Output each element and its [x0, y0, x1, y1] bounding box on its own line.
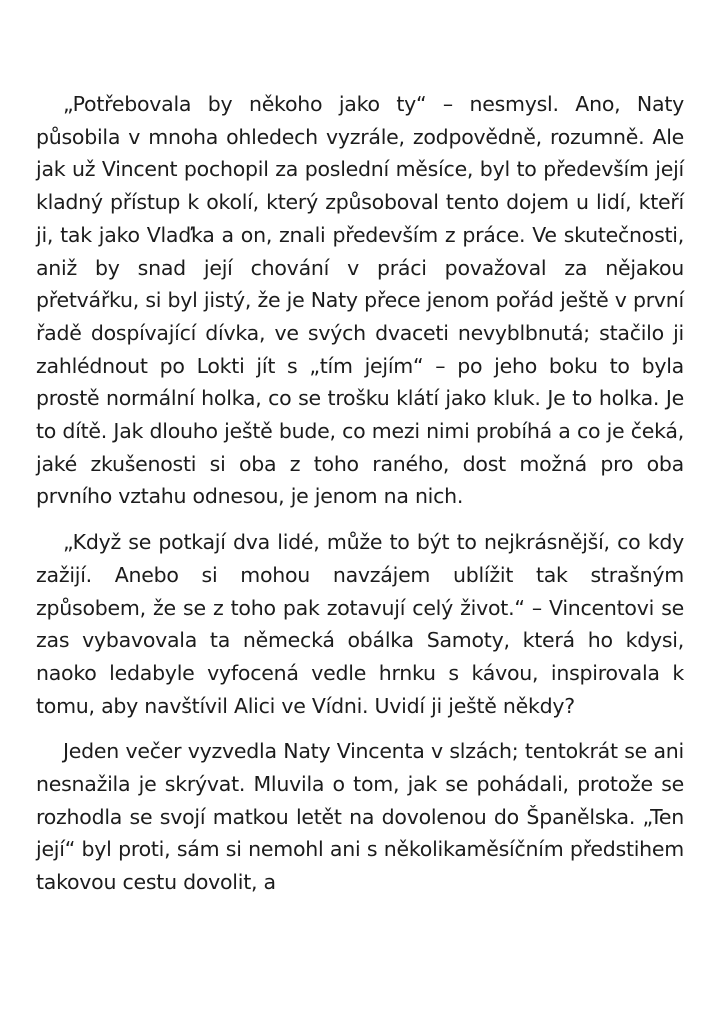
- paragraph-3: Jeden večer vyzvedla Naty Vincenta v slzách; tentokrát se ani nesnažila je skrývat. Mluvila o tom, jak se pohádali, protože se rozhodla se svojí matkou letět na dovolenou do Španělska. „Ten její“ byl proti, sám si nemohl ani s několikaměsíčním předstihem takovou cestu dovolit, a: [36, 739, 684, 895]
- book-page: [36, 88, 684, 899]
- paragraph-1: „Potřebovala by někoho jako ty“ – nesmysl. Ano, Naty působila v mnoha ohledech vyzrále, zodpovědně, rozumně. Ale jak už Vincent pochopil za poslední měsíce, byl to především její kladný přístup k okolí, který způsoboval tento dojem u lidí, kteří ji, tak jako Vlaďka a on, znali především z práce. Ve skutečnosti, aniž by snad její chování v práci považoval za nějakou přetvářku, si byl jistý, že je Naty přece jenom pořád ještě v první řadě dospívající dívka, ve svých dvaceti nevyblbnutá; stačilo ji zahlédnout po Lokti jít s „tím jejím“ – po jeho boku to byla prostě normální holka, co se trošku klátí jako kluk. Je to holka. Je to dítě. Jak dlouho ještě bude, co mezi nimi probíhá a co je čeká, jaké zkušenosti si oba z toho raného, dost možná pro oba prvního vztahu odnesou, je jenom na nich.: [36, 92, 684, 509]
- paragraph-2: „Když se potkají dva lidé, může to být to nejkrásnější, co kdy zažijí. Anebo si mohou navzájem ublížit tak strašným způsobem, že se z toho pak zotavují celý život.“ – Vincentovi se zas vybavovala ta německá obálka Samoty, která ho kdysi, naoko ledabyle vyfocená vedle hrnku s kávou, inspirovala k tomu, aby navštívil Alici ve Vídni. Uvidí ji ještě někdy?: [36, 530, 684, 718]
